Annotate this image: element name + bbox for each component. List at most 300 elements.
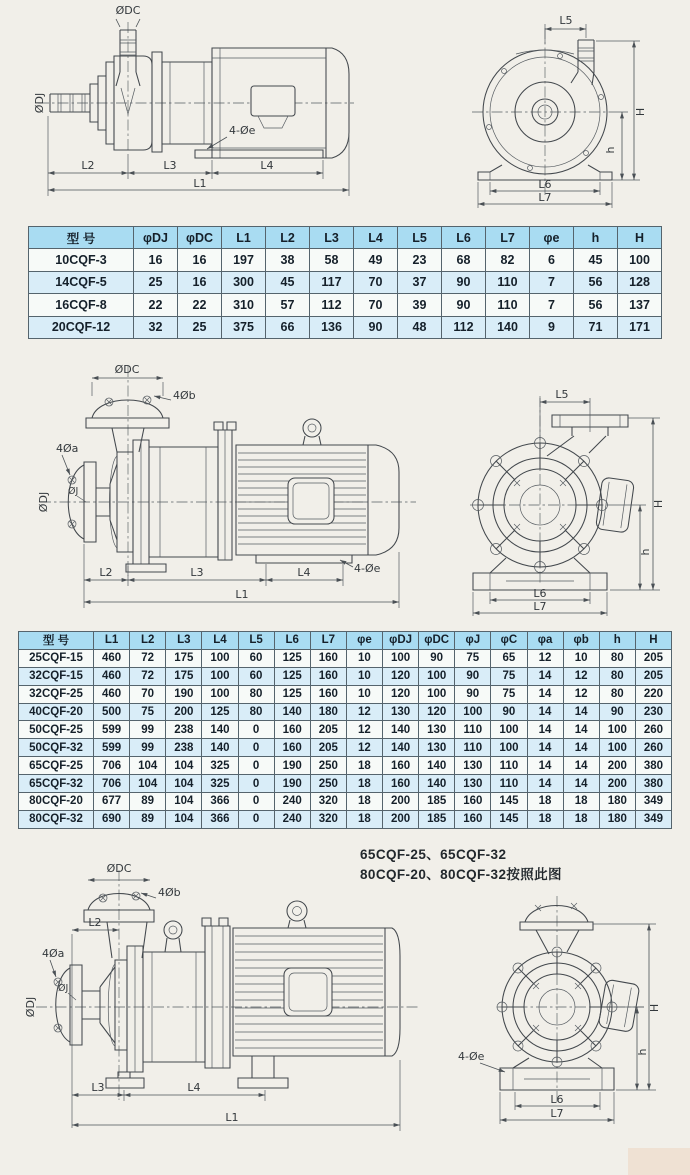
value-cell: 240 [274,793,310,811]
column-header: L2 [130,632,166,650]
value-cell: 320 [310,810,346,828]
value-cell: 140 [383,739,419,757]
model-cell: 25CQF-15 [19,649,94,667]
value-cell: 0 [238,793,274,811]
value-cell: 71 [574,316,618,338]
dim-label-4b: 4Øb [173,389,196,402]
value-cell: 70 [130,685,166,703]
value-cell: 130 [455,775,491,793]
value-cell: 180 [599,810,635,828]
value-cell: 56 [574,294,618,316]
dim-label-l3: L3 [190,566,204,579]
terminal-box [598,979,640,1032]
value-cell: 0 [238,775,274,793]
model-cell: 80CQF-32 [19,810,94,828]
value-cell: 100 [618,249,662,271]
value-cell: 18 [346,810,382,828]
value-cell: 100 [491,739,527,757]
value-cell: 112 [310,294,354,316]
value-cell: 104 [130,775,166,793]
value-cell: 89 [130,793,166,811]
dim-label-l6: L6 [533,587,547,600]
value-cell: 90 [354,316,398,338]
table-row [19,649,672,667]
value-cell: 200 [383,793,419,811]
model-cell: 16CQF-8 [29,294,134,316]
value-cell: 145 [491,793,527,811]
value-cell: 175 [166,649,202,667]
table-row [19,793,672,811]
value-cell: 72 [130,667,166,685]
value-cell: 110 [491,775,527,793]
value-cell: 12 [527,649,563,667]
value-cell: 460 [94,685,130,703]
front-view-medium-pump [470,388,665,616]
value-cell: 175 [166,667,202,685]
value-cell: 110 [491,757,527,775]
side-view-large-pump [24,862,418,1131]
value-cell: 160 [310,667,346,685]
value-cell: 130 [455,757,491,775]
value-cell: 110 [486,271,530,293]
model-cell: 32CQF-15 [19,667,94,685]
value-cell: 82 [486,249,530,271]
value-cell: 7 [530,271,574,293]
column-header: H [618,227,662,249]
value-cell: 16 [134,249,178,271]
column-header: L1 [94,632,130,650]
dim-label-l5: L5 [555,388,569,401]
dim-label-h: h [639,548,652,556]
value-cell: 140 [274,703,310,721]
value-cell: 104 [166,757,202,775]
value-cell: 160 [274,721,310,739]
value-cell: 12 [346,703,382,721]
value-cell: 100 [599,739,635,757]
dim-label-l4: L4 [297,566,311,579]
value-cell: 90 [491,703,527,721]
value-cell: 380 [635,757,671,775]
dim-label-4b: 4Øb [158,886,181,899]
value-cell: 100 [455,703,491,721]
model-cell: 50CQF-32 [19,739,94,757]
dim-label-l3: L3 [91,1081,105,1094]
value-cell: 12 [563,685,599,703]
value-cell: 90 [419,649,455,667]
value-cell: 14 [527,775,563,793]
value-cell: 0 [238,757,274,775]
value-cell: 0 [238,810,274,828]
value-cell: 7 [530,294,574,316]
dim-label-H: H [634,107,647,117]
column-header: φDC [419,632,455,650]
value-cell: 160 [383,775,419,793]
value-cell: 220 [635,685,671,703]
value-cell: 260 [635,721,671,739]
value-cell: 14 [563,703,599,721]
value-cell: 100 [202,685,238,703]
value-cell: 140 [202,739,238,757]
value-cell: 125 [274,685,310,703]
value-cell: 250 [310,775,346,793]
value-cell: 185 [419,793,455,811]
value-cell: 460 [94,649,130,667]
value-cell: 130 [419,721,455,739]
value-cell: 500 [94,703,130,721]
value-cell: 14 [527,667,563,685]
table-row [19,757,672,775]
value-cell: 100 [599,721,635,739]
value-cell: 70 [354,271,398,293]
value-cell: 375 [222,316,266,338]
value-cell: 110 [455,739,491,757]
header-row [19,632,672,650]
value-cell: 18 [527,793,563,811]
value-cell: 125 [274,667,310,685]
value-cell: 18 [346,775,382,793]
value-cell: 75 [455,649,491,667]
value-cell: 460 [94,667,130,685]
value-cell: 18 [346,757,382,775]
dim-label-dj: ØDJ [33,92,46,114]
value-cell: 66 [266,316,310,338]
value-cell: 205 [310,739,346,757]
value-cell: 690 [94,810,130,828]
column-header: H [635,632,671,650]
column-header: 型 号 [29,227,134,249]
column-header: φb [563,632,599,650]
value-cell: 32 [134,316,178,338]
value-cell: 117 [310,271,354,293]
value-cell: 10 [346,667,382,685]
value-cell: 18 [346,793,382,811]
column-header: L6 [442,227,486,249]
column-header: φDJ [134,227,178,249]
value-cell: 75 [491,667,527,685]
value-cell: 100 [202,649,238,667]
value-cell: 599 [94,739,130,757]
column-header: 型 号 [19,632,94,650]
value-cell: 300 [222,271,266,293]
value-cell: 37 [398,271,442,293]
value-cell: 185 [419,810,455,828]
table-row [29,249,662,271]
value-cell: 14 [563,757,599,775]
dim-label-l7: L7 [550,1107,564,1120]
table-row [19,685,672,703]
value-cell: 12 [346,721,382,739]
value-cell: 45 [574,249,618,271]
value-cell: 180 [310,703,346,721]
table-row [29,294,662,316]
model-cell: 65CQF-25 [19,757,94,775]
value-cell: 72 [130,649,166,667]
value-cell: 160 [455,793,491,811]
column-header: L7 [486,227,530,249]
value-cell: 160 [310,685,346,703]
value-cell: 0 [238,739,274,757]
value-cell: 38 [266,249,310,271]
value-cell: 14 [563,775,599,793]
table-row [19,810,672,828]
value-cell: 12 [346,739,382,757]
table-row [19,703,672,721]
dim-label-l6: L6 [538,178,552,191]
dim-label-l5: L5 [559,14,573,27]
header-row [29,227,662,249]
value-cell: 104 [166,793,202,811]
dim-label-H: H [648,1003,661,1013]
model-cell: 32CQF-25 [19,685,94,703]
value-cell: 140 [419,775,455,793]
dim-label-4e: 4-Øe [354,562,381,575]
value-cell: 325 [202,757,238,775]
column-header: L4 [354,227,398,249]
table-row [29,316,662,338]
value-cell: 25 [178,316,222,338]
value-cell: 100 [419,685,455,703]
front-view-small-pump [472,14,647,208]
value-cell: 6 [530,249,574,271]
column-header: L4 [202,632,238,650]
value-cell: 677 [94,793,130,811]
value-cell: 90 [442,271,486,293]
note-line-1: 65CQF-25、65CQF-32 [360,847,507,862]
value-cell: 58 [310,249,354,271]
value-cell: 120 [383,685,419,703]
value-cell: 60 [238,649,274,667]
value-cell: 14 [563,721,599,739]
value-cell: 45 [266,271,310,293]
value-cell: 22 [134,294,178,316]
table-row [19,667,672,685]
value-cell: 104 [166,775,202,793]
table-row [19,721,672,739]
value-cell: 80 [238,703,274,721]
value-cell: 22 [178,294,222,316]
value-cell: 240 [274,810,310,828]
value-cell: 260 [635,739,671,757]
table-row [29,271,662,293]
column-header: h [599,632,635,650]
dim-label-H: H [652,499,665,509]
value-cell: 75 [491,685,527,703]
dim-label-j: ØJ [68,486,79,497]
value-cell: 9 [530,316,574,338]
value-cell: 320 [310,793,346,811]
front-view-large-pump [458,896,661,1124]
dim-label-l1: L1 [193,177,207,190]
value-cell: 190 [166,685,202,703]
value-cell: 25 [134,271,178,293]
model-cell: 10CQF-3 [29,249,134,271]
value-cell: 99 [130,721,166,739]
column-header: φDJ [383,632,419,650]
column-header: L3 [310,227,354,249]
value-cell: 100 [419,667,455,685]
dim-label-dj: ØDJ [37,491,50,513]
note-line-2: 80CQF-20、80CQF-32按照此图 [360,867,562,882]
value-cell: 140 [383,721,419,739]
table-row [19,739,672,757]
value-cell: 140 [202,721,238,739]
value-cell: 10 [563,649,599,667]
column-header: φe [346,632,382,650]
value-cell: 56 [574,271,618,293]
side-view-medium-pump [37,363,416,608]
value-cell: 57 [266,294,310,316]
model-cell: 40CQF-20 [19,703,94,721]
dim-label-l4: L4 [187,1081,201,1094]
value-cell: 70 [354,294,398,316]
small-pump-dimensions-table [28,226,662,339]
model-cell: 20CQF-12 [29,316,134,338]
dim-label-l2: L2 [99,566,113,579]
value-cell: 23 [398,249,442,271]
value-cell: 238 [166,739,202,757]
dim-label-dc: ØDC [114,363,140,376]
value-cell: 104 [130,757,166,775]
value-cell: 80 [238,685,274,703]
value-cell: 14 [527,757,563,775]
dim-label-dc: ØDC [115,4,141,17]
column-header: L5 [238,632,274,650]
side-view-small-pump [33,4,354,196]
value-cell: 104 [166,810,202,828]
scan-smudge [628,1148,690,1175]
value-cell: 60 [238,667,274,685]
value-cell: 349 [635,793,671,811]
value-cell: 18 [527,810,563,828]
value-cell: 310 [222,294,266,316]
value-cell: 18 [563,810,599,828]
motor [236,419,399,563]
value-cell: 140 [486,316,530,338]
value-cell: 90 [599,703,635,721]
value-cell: 100 [383,649,419,667]
value-cell: 14 [527,739,563,757]
dim-label-l6: L6 [550,1093,564,1106]
value-cell: 14 [527,703,563,721]
value-cell: 10 [346,685,382,703]
value-cell: 706 [94,757,130,775]
dim-label-l4: L4 [260,159,274,172]
value-cell: 16 [178,249,222,271]
dim-label-l7: L7 [533,600,547,613]
value-cell: 10 [346,649,382,667]
dim-label-h: h [604,146,617,154]
value-cell: 706 [94,775,130,793]
value-cell: 75 [130,703,166,721]
value-cell: 99 [130,739,166,757]
drawing-medium-pump [0,352,690,620]
value-cell: 366 [202,810,238,828]
value-cell: 205 [310,721,346,739]
dim-label-j: ØJ [58,983,69,994]
value-cell: 18 [563,793,599,811]
value-cell: 130 [419,739,455,757]
value-cell: 205 [635,667,671,685]
column-header: φC [491,632,527,650]
value-cell: 366 [202,793,238,811]
value-cell: 0 [238,721,274,739]
value-cell: 160 [383,757,419,775]
model-cell: 14CQF-5 [29,271,134,293]
value-cell: 12 [563,667,599,685]
dim-label-l2: L2 [88,916,102,929]
value-cell: 120 [419,703,455,721]
dim-label-l1: L1 [225,1111,239,1124]
column-header: h [574,227,618,249]
column-header: φa [527,632,563,650]
column-header: L5 [398,227,442,249]
dim-label-l7: L7 [538,191,552,204]
value-cell: 128 [618,271,662,293]
column-header: L2 [266,227,310,249]
value-cell: 80 [599,667,635,685]
value-cell: 171 [618,316,662,338]
drawing-large-pump [0,860,690,1172]
dim-label-4a: 4Øa [56,442,79,455]
value-cell: 197 [222,249,266,271]
value-cell: 137 [618,294,662,316]
value-cell: 380 [635,775,671,793]
value-cell: 14 [563,739,599,757]
motor [233,901,400,1056]
value-cell: 49 [354,249,398,271]
value-cell: 200 [599,775,635,793]
dim-label-dj: ØDJ [24,996,37,1018]
column-header: L7 [310,632,346,650]
model-cell: 65CQF-32 [19,775,94,793]
value-cell: 16 [178,271,222,293]
value-cell: 250 [310,757,346,775]
value-cell: 136 [310,316,354,338]
column-header: L6 [274,632,310,650]
value-cell: 190 [274,775,310,793]
dim-label-4e: 4-Øe [229,124,256,137]
large-pump-dimensions-table [18,631,672,829]
value-cell: 200 [166,703,202,721]
value-cell: 200 [599,757,635,775]
value-cell: 120 [383,667,419,685]
value-cell: 65 [491,649,527,667]
value-cell: 90 [442,294,486,316]
dim-label-4a: 4Øa [42,947,65,960]
motor [212,48,349,158]
value-cell: 80 [599,649,635,667]
value-cell: 68 [442,249,486,271]
drawing-small-pump [0,0,690,222]
value-cell: 180 [599,793,635,811]
value-cell: 80 [599,685,635,703]
value-cell: 125 [202,703,238,721]
value-cell: 39 [398,294,442,316]
dim-label-dc: ØDC [106,862,132,875]
column-header: L1 [222,227,266,249]
value-cell: 190 [274,757,310,775]
table-row [19,775,672,793]
value-cell: 205 [635,649,671,667]
value-cell: 100 [202,667,238,685]
value-cell: 110 [486,294,530,316]
value-cell: 200 [383,810,419,828]
value-cell: 145 [491,810,527,828]
column-header: φJ [455,632,491,650]
dim-label-l3: L3 [163,159,177,172]
value-cell: 90 [455,685,491,703]
dim-label-4e: 4-Øe [458,1050,485,1063]
